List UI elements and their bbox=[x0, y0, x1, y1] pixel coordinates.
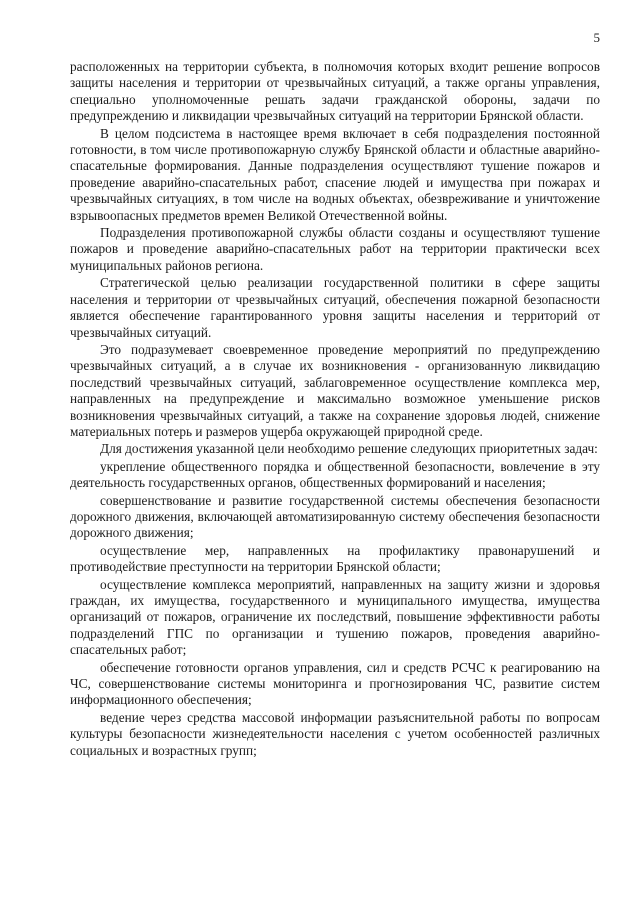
page-number: 5 bbox=[593, 30, 600, 45]
paragraph-subsystem: В целом подсистема в настоящее время включает в себя подразделения постоянной готовности, в том числе противопожарную службу Брянской области и областные аварийно-спасательные формирования. Данные подразделения осуществляют тушение пожаров и проведение аварийно-спасательных работ, спасение людей и имущества при пожарах и чрезвычайных ситуациях, в том числе на водных объектах, обезвреживание и уничтожение взрывоопасных предметов времен Великой Отечественной войны. bbox=[70, 125, 600, 223]
task-item: укрепление общественного порядка и общественной безопасности, вовлечение в эту деятельность государственных органов, общественных формирований и населения; bbox=[70, 458, 600, 491]
paragraph-strategic-goal: Стратегической целью реализации государственной политики в сфере защиты населения и территории от чрезвычайных ситуаций, обеспечения пожарной безопасности является обеспечение гарантированного уровня защиты населения и территорий от чрезвычайных ситуаций. bbox=[70, 275, 600, 340]
paragraph-tasks-intro: Для достижения указанной цели необходимо решение следующих приоритетных задач: bbox=[100, 441, 598, 457]
paragraph-continuation: расположенных на территории субъекта, в полномочия которых входит решение вопросов защиты населения и территории от чрезвычайных ситуаций, а также органы управления, специально уполномоченные решать задачи гражданской обороны, задачи по предупреждению и ликвидации чрезвычайных ситуаций на территории Брянской области. bbox=[70, 59, 600, 124]
task-item: обеспечение готовности органов управления, сил и средств РСЧС к реагированию на ЧС, совершенствование системы мониторинга и прогнозирования ЧС, развитие систем информационного обеспечения; bbox=[70, 659, 600, 708]
paragraph-implies: Это подразумевает своевременное проведение мероприятий по предупреждению чрезвычайных ситуаций, а в случае их возникновения - организованную ликвидацию последствий чрезвычайных ситуаций, заблаговременное осуществление комплекса мер, направленных на предупреждение и максимально возможное уменьшение рисков возникновения чрезвычайных ситуаций, а также на сохранение здоровья людей, снижение материальных потерь и размеров ущерба окружающей природной среде. bbox=[70, 341, 600, 439]
body-text bbox=[70, 59, 600, 760]
task-item: осуществление мер, направленных на профилактику правонарушений и противодействие преступности на территории Брянской области; bbox=[70, 542, 600, 575]
task-item: осуществление комплекса мероприятий, направленных на защиту жизни и здоровья граждан, их имущества, государственного и муниципального имущества, имущества организаций от пожаров, ограничение их последствий, повышение эффективности работы подразделений ГПС по организации и тушению пожаров, проведения аварийно-спасательных работ; bbox=[70, 576, 600, 658]
task-item: совершенствование и развитие государственной системы обеспечения безопасности дорожного движения, включающей автоматизированную систему обеспечения безопасности дорожного движения; bbox=[70, 492, 600, 541]
paragraph-fire-service: Подразделения противопожарной службы области созданы и осуществляют тушение пожаров и проведение аварийно-спасательных работ на территории практически всех муниципальных районов региона. bbox=[70, 225, 600, 273]
task-item: ведение через средства массовой информации разъяснительной работы по вопросам культуры безопасности жизнедеятельности населения с учетом особенностей различных социальных и возрастных групп; bbox=[70, 709, 600, 758]
